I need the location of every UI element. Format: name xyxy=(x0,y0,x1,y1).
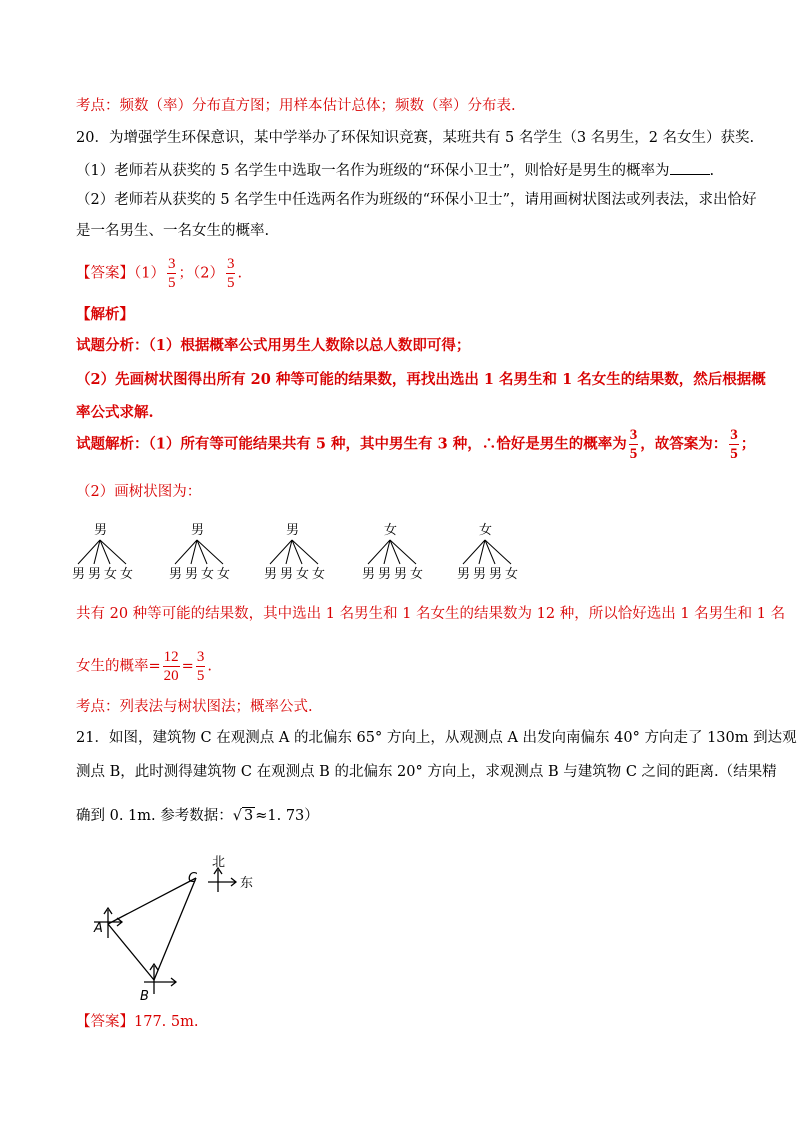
tree-branch xyxy=(485,540,495,564)
q20-part2-line2: 是一名男生、一名女生的概率. xyxy=(76,223,270,239)
tree-leaf-label: 男 xyxy=(88,567,102,582)
tree-3 xyxy=(264,523,325,582)
answer-part1-label: （1） xyxy=(134,265,165,282)
tree-leaf-label: 男 xyxy=(394,567,408,582)
solution-text-2: ，故答案为： xyxy=(640,435,728,453)
solution-end: . xyxy=(207,658,212,675)
solution-text-4: 女生的概率= xyxy=(76,658,161,675)
tree-leaf-label: 女 xyxy=(312,567,326,582)
q21-line-3 xyxy=(76,806,319,826)
tree-diagram xyxy=(0,512,800,592)
fraction-denominator: 5 xyxy=(226,275,235,291)
q20-answer xyxy=(76,255,242,292)
jiexi-label: 【解析】 xyxy=(76,306,134,323)
fraction-numerator: 3 xyxy=(629,427,638,443)
point-c-label: C xyxy=(188,871,198,886)
tree-leaf-label: 男 xyxy=(473,567,487,582)
tree-leaf-label: 女 xyxy=(505,567,519,582)
tree-4 xyxy=(362,523,423,582)
fraction-denominator: 5 xyxy=(629,446,638,462)
fraction-numerator: 3 xyxy=(226,256,235,272)
equals-sign: = xyxy=(181,658,194,675)
q21-text: 确到 0. 1m. 参考数据： xyxy=(76,808,233,824)
answer-blank xyxy=(670,160,710,175)
tree-branch xyxy=(292,540,302,564)
solution-line-3: 共有 20 种等可能的结果数，其中选出 1 名男生和 1 名女生的结果数为 12 种，所以恰好选出 1 名男生和 1 名 xyxy=(76,606,786,622)
tree-leaf-label: 男 xyxy=(185,567,199,582)
tree-leaf-label: 女 xyxy=(217,567,231,582)
tree-leaf-label: 男 xyxy=(489,567,503,582)
solution-line-4 xyxy=(76,648,212,685)
tree-branch xyxy=(197,540,207,564)
q21-line-2: 测点 B，此时测得建筑物 C 在观测点 B 的北偏东 20° 方向上，求观测点 B 与建筑物 C 之间的距离.（结果精 xyxy=(76,764,777,780)
fraction-numerator: 3 xyxy=(730,427,738,443)
fraction-numerator: 3 xyxy=(196,649,205,665)
tree-leaf-label: 男 xyxy=(280,567,294,582)
fraction-3-5 xyxy=(729,426,739,463)
q21-line-1: 21．如图，建筑物 C 在观测点 A 的北偏东 65° 方向上，从观测点 A 出发向南偏东 40° 方向走了 130m 到达观 xyxy=(76,730,797,746)
segment-bc xyxy=(154,878,196,980)
kaodian-line-2: 考点：列表法与树状图法；概率公式. xyxy=(76,699,313,715)
q20-stem: 20．为增强学生环保意识，某中学举办了环保知识竞赛，某班共有 5 名学生（3 名男生，2 名女生）获奖. xyxy=(76,130,755,146)
geometry-figure xyxy=(0,850,800,1010)
segment-ac xyxy=(108,878,196,924)
tree-leaf-label: 男 xyxy=(264,567,278,582)
tree-leaf-label: 女 xyxy=(201,567,215,582)
fraction-numerator: 3 xyxy=(167,256,176,272)
kaodian-line-1: 考点：频数（率）分布直方图；用样本估计总体；频数（率）分布表. xyxy=(76,98,516,114)
tree-branch xyxy=(100,540,110,564)
q21-ref-value: ≈1. 73） xyxy=(255,808,319,824)
answer-label: 【答案】 xyxy=(76,1014,134,1030)
fraction-denominator: 5 xyxy=(196,668,205,684)
analysis-line-3: 率公式求解. xyxy=(76,404,154,421)
fraction-denominator: 20 xyxy=(163,668,179,684)
solution-line-2: （2）画树状图为： xyxy=(76,484,202,500)
q20-part1-text: （1）老师若从获奖的 5 名学生中选取一名作为班级的“环保小卫士”，则恰好是男生的概率为 xyxy=(76,163,670,179)
solution-text-1: 试题解析：（1）所有等可能结果共有 5 种，其中男生有 3 种，∴恰好是男生的概率为 xyxy=(76,435,627,453)
tree-branch xyxy=(390,540,400,564)
fraction-3-5 xyxy=(167,255,177,292)
tree-leaf-label: 女 xyxy=(120,567,134,582)
tree-leaf-label: 女 xyxy=(104,567,118,582)
fraction-3-5 xyxy=(226,255,236,292)
fraction-denominator: 5 xyxy=(730,446,738,462)
point-b-label: B xyxy=(140,989,149,1004)
answer-separator: ；（2） xyxy=(178,265,224,282)
answer-value: 177. 5m. xyxy=(134,1014,199,1030)
tree-5 xyxy=(457,523,518,582)
solution-text-3: ； xyxy=(740,435,756,453)
tree-branch xyxy=(197,540,223,564)
tree-branch xyxy=(390,540,416,564)
tree-leaf-label: 男 xyxy=(169,567,183,582)
tree-root-label: 男 xyxy=(191,523,205,538)
fraction-3-5 xyxy=(629,426,639,463)
q20-part2-line1: （2）老师若从获奖的 5 名学生中任选两名作为班级的“环保小卫士”，请用画树状图法或列表法，求出恰好 xyxy=(76,192,757,208)
tree-branch xyxy=(100,540,126,564)
point-a-label: A xyxy=(94,921,103,936)
q20-part1-end: . xyxy=(709,163,715,179)
tree-leaf-label: 女 xyxy=(410,567,424,582)
north-label: 北 xyxy=(212,855,226,870)
sqrt-expression: √ 3 xyxy=(232,808,254,824)
tree-root-label: 女 xyxy=(479,523,493,538)
answer-label: 【答案】 xyxy=(76,265,134,282)
tree-1 xyxy=(72,523,133,582)
fraction-12-20 xyxy=(163,648,180,685)
tree-leaf-label: 男 xyxy=(378,567,392,582)
tree-root-label: 女 xyxy=(384,523,398,538)
tree-2 xyxy=(169,523,230,582)
tree-leaf-label: 男 xyxy=(72,567,86,582)
answer-end: . xyxy=(237,265,243,282)
tree-root-label: 男 xyxy=(286,523,300,538)
tree-leaf-label: 男 xyxy=(457,567,471,582)
analysis-line-2: （2）先画树状图得出所有 20 种等可能的结果数，再找出选出 1 名男生和 1 名女生的结果数，然后根据概 xyxy=(76,371,766,388)
tree-leaf-label: 女 xyxy=(296,567,310,582)
fraction-3-5 xyxy=(196,648,206,685)
tree-root-label: 男 xyxy=(94,523,108,538)
segment-ab xyxy=(108,924,154,980)
east-label: 东 xyxy=(240,876,254,891)
fraction-numerator: 12 xyxy=(163,649,179,665)
tree-branch xyxy=(485,540,511,564)
solution-line-1 xyxy=(76,426,755,463)
sqrt-radicand: 3 xyxy=(244,808,254,824)
analysis-line-1: 试题分析：（1）根据概率公式用男生人数除以总人数即可得； xyxy=(76,337,471,354)
tree-leaf-label: 男 xyxy=(362,567,376,582)
fraction-denominator: 5 xyxy=(167,275,176,291)
q21-answer xyxy=(76,1012,198,1032)
q20-part1 xyxy=(76,160,714,181)
tree-branch xyxy=(292,540,318,564)
